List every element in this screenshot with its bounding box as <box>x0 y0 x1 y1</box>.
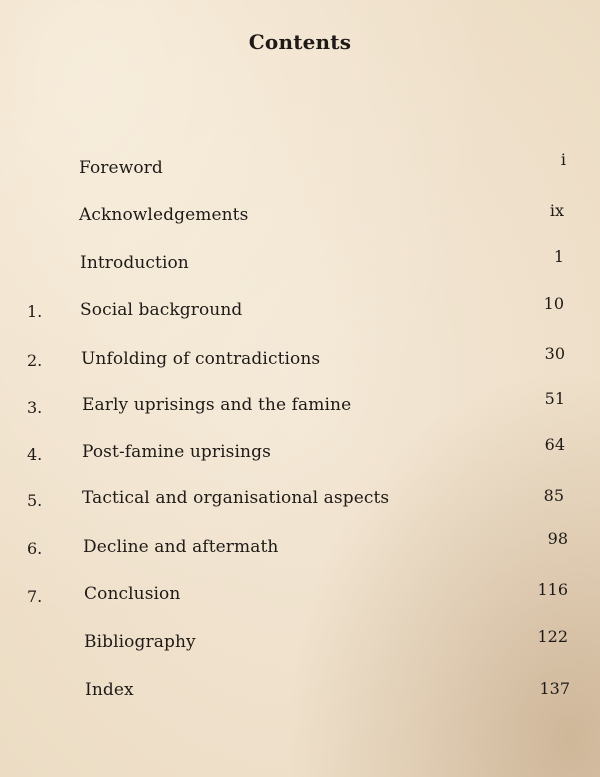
toc-entry-label: Tactical and organisational aspects <box>82 488 390 508</box>
toc-entry-page: 30 <box>544 344 565 363</box>
toc-entry-page: 85 <box>543 486 564 505</box>
toc-entry-bibliography <box>0 627 600 661</box>
toc-entry-label: Early uprisings and the famine <box>82 395 352 415</box>
toc-entry-label: Unfolding of contradictions <box>81 349 321 369</box>
toc-entry-page: ix <box>549 201 564 220</box>
toc-entry-page: 137 <box>539 679 570 698</box>
page-title: Contents <box>248 30 352 54</box>
toc-entry-label: Foreword <box>79 158 163 178</box>
toc-entry-chapter-2 <box>0 344 600 378</box>
toc-entry-number: 2. <box>27 351 43 370</box>
toc-entry-chapter-4 <box>0 435 600 471</box>
toc-entry-number: 4. <box>27 445 43 464</box>
toc-entry-label: Index <box>85 680 134 700</box>
toc-entry-label: Introduction <box>80 253 189 273</box>
toc-entry-label: Bibliography <box>84 632 196 652</box>
toc-entry-chapter-7 <box>0 580 600 613</box>
toc-entry-label: Conclusion <box>84 584 181 604</box>
toc-entry-chapter-1 <box>0 294 600 329</box>
toc-entry-page: 10 <box>543 294 564 313</box>
toc-entry-foreword <box>0 150 600 187</box>
toc-entry-page: 98 <box>547 529 568 548</box>
toc-entry-page: 64 <box>544 435 565 454</box>
toc-entry-chapter-3 <box>0 389 600 424</box>
toc-entry-page: i <box>560 150 566 169</box>
toc-entry-number: 3. <box>27 398 43 417</box>
toc-entry-label: Acknowledgements <box>79 205 249 225</box>
toc-entry-page: 116 <box>537 580 568 599</box>
toc-entry-number: 7. <box>27 587 43 606</box>
toc-entry-introduction <box>0 247 600 282</box>
toc-entry-number: 1. <box>27 302 43 321</box>
toc-entry-label: Post-famine uprisings <box>82 442 271 462</box>
toc-entry-chapter-6 <box>0 529 600 566</box>
toc-entry-page: 51 <box>544 389 565 408</box>
toc-entry-index <box>0 679 600 709</box>
toc-entry-acknowledgements <box>0 201 600 234</box>
toc-entry-label: Decline and aftermath <box>83 537 279 557</box>
toc-entry-chapter-5 <box>0 487 600 517</box>
toc-entry-number: 6. <box>27 539 43 558</box>
toc-entry-number: 5. <box>27 491 43 510</box>
toc-entry-page: 1 <box>553 247 564 266</box>
toc-entry-page: 122 <box>537 627 568 646</box>
toc-entry-label: Social background <box>80 300 243 320</box>
